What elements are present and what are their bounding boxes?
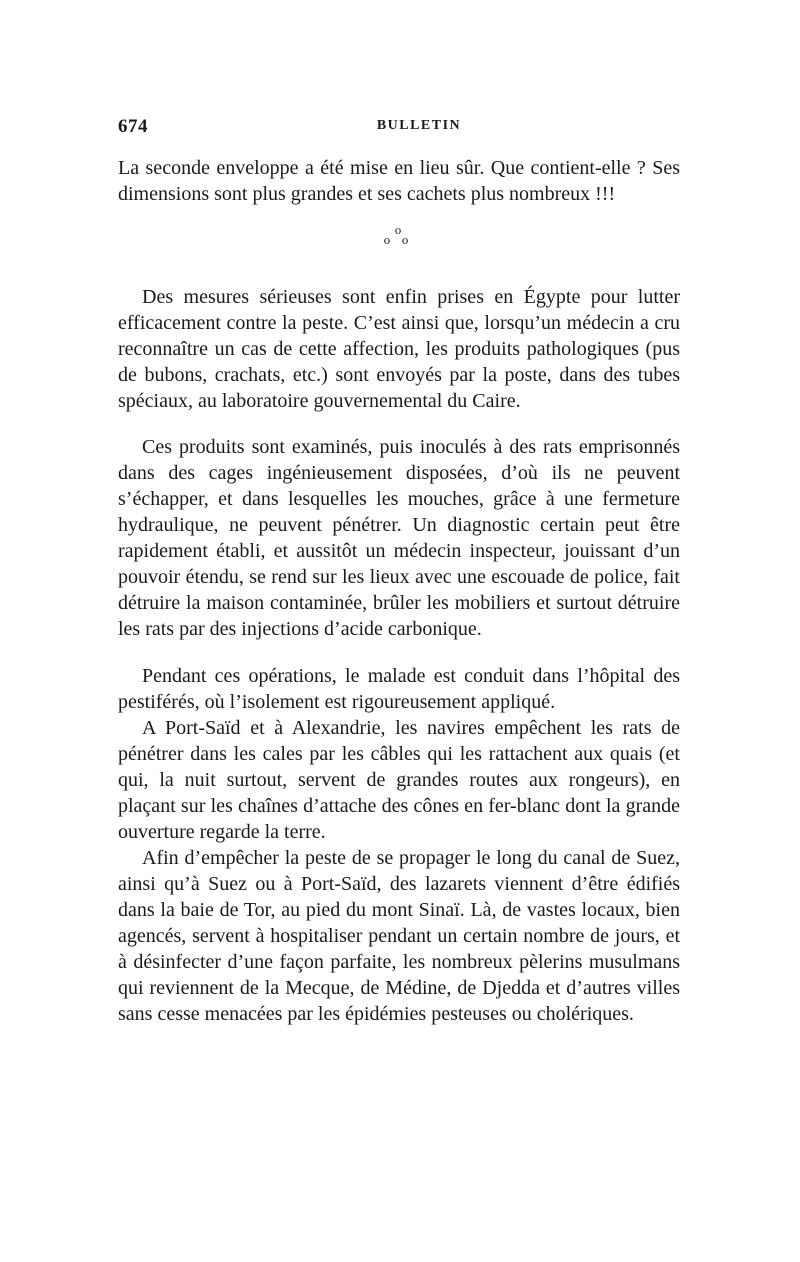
running-head: BULLETIN (376, 118, 462, 133)
page-header (118, 116, 680, 140)
paragraph-6: Afin d’empêcher la peste de se propager le long du canal de Suez, ainsi qu’à Suez ou à Port-Saïd, des lazarets viennent d’être édifiés dans la baie de Tor, au pied du mont Sinaï. Là, de vastes locaux, bien agencés, servent à hospitaliser pendant un certain nombre de jours, et à désinfecter d’une façon parfaite, les nombreux pèlerins musulmans qui reviennent de la Mecque, de Médine, de Djedda et d’autres villes sans cesse menacées par les épidémies pesteuses ou cholériques. (118, 847, 680, 1025)
paragraph-4: Pendant ces opérations, le malade est conduit dans l’hôpital des pestiférés, où l’isolement est rigoureusement appliqué. (118, 665, 680, 713)
asterism-top: o (394, 224, 402, 237)
page-number: 674 (118, 116, 148, 137)
paragraph-2: Des mesures sérieuses sont enfin prises en Égypte pour lutter efficacement contre la peste. C’est ainsi que, lorsqu’un médecin a cru reconnaître un cas de cette affection, les produits pathologiques (pus de bubons, crachats, etc.) sont envoyés par la poste, dans des tubes spéciaux, au laboratoire gouvernemental du Caire. (118, 286, 680, 412)
section-separator-asterism (378, 226, 418, 250)
paragraph-5: A Port-Saïd et à Alexandrie, les navires empêchent les rats de pénétrer dans les cales par les câbles qui les rattachent aux quais (et qui, la nuit surtout, servent de grandes routes aux rongeurs), en plaçant sur les chaînes d’attache des cônes en fer-blanc dont la grande ouverture regarde la terre. (118, 717, 680, 843)
paragraph-3: Ces produits sont examinés, puis inoculés à des rats emprisonnés dans des cages ingénieusement disposées, d’où ils ne peuvent s’échapper, et dans lesquelles les mouches, grâce à une fermeture hydraulique, ne peuvent pénétrer. Un diagnostic certain peut être rapidement établi, et aussitôt un médecin inspecteur, jouissant d’un pouvoir étendu, se rend sur les lieux avec une escouade de police, fait détruire la maison contaminée, brûler les mobiliers et surtout détruire les rats par des injections d’acide carbonique. (118, 436, 680, 640)
paragraph-1: La seconde enveloppe a été mise en lieu sûr. Que contient-elle ? Ses dimensions sont plus grandes et ses cachets plus nombreux !!! (118, 157, 680, 205)
asterism-bottom: o o (383, 234, 413, 247)
